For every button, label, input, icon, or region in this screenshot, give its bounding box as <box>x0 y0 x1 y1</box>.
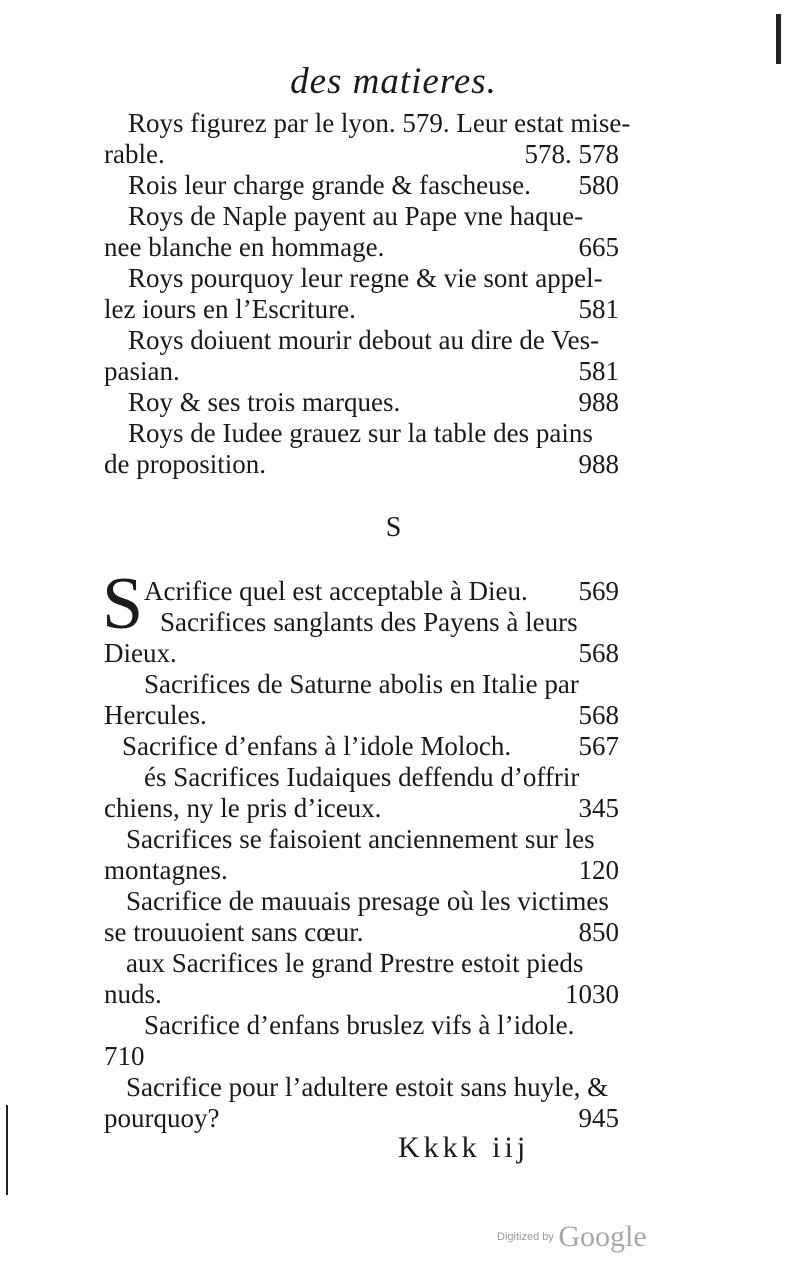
index-line <box>104 855 619 886</box>
index-line <box>104 700 619 731</box>
entry-text: Dieux. <box>104 638 177 668</box>
index-line <box>104 356 619 387</box>
index-line <box>104 793 619 824</box>
entry-page: 945 <box>578 1103 619 1133</box>
entry-page: 988 <box>578 387 619 417</box>
page-edge-mark-left <box>6 1105 8 1195</box>
watermark-prefix: Digitized by <box>497 1231 554 1243</box>
entry-page: 1030 <box>565 979 619 1009</box>
entry-text: Roys pourquoy leur regne & vie sont appel- <box>128 263 603 293</box>
index-line <box>104 576 619 607</box>
entry-text: Roys de Iudee grauez sur la table des pains <box>128 418 593 448</box>
entry-text: Sacrifice pour l’adultere estoit sans huyle, & <box>126 1072 609 1102</box>
index-line <box>104 170 619 201</box>
entry-text: rable. <box>104 139 165 169</box>
entry-page: 988 <box>578 449 619 479</box>
section-heading: S <box>385 512 402 543</box>
entry-text: chiens, ny le pris d’iceux. <box>104 793 382 823</box>
index-line <box>104 232 619 263</box>
entry-page: 569 <box>578 576 619 606</box>
entry-text: Roys figurez par le lyon. 579. Leur estat mise- <box>128 108 631 138</box>
index-line <box>104 325 619 356</box>
entry-text: aux Sacrifices le grand Prestre estoit pieds <box>126 948 584 978</box>
index-line <box>104 762 619 793</box>
index-line <box>104 418 619 449</box>
entry-text: lez iours en l’Escriture. <box>104 294 356 324</box>
entry-text: Hercules. <box>104 700 207 730</box>
entry-page: 581 <box>578 356 619 386</box>
index-line <box>104 731 619 762</box>
entry-text: és Sacrifices Iudaiques deffendu d’offrir <box>144 762 580 792</box>
entry-page: 665 <box>578 232 619 262</box>
entry-text: Roys de Naple payent au Pape vne haque- <box>128 201 584 231</box>
entry-page: 580 <box>578 170 619 200</box>
entry-page: 120 <box>578 855 619 885</box>
index-line <box>104 201 619 232</box>
index-line <box>104 917 619 948</box>
entry-text: Sacrifices se faisoient anciennement sur les <box>126 824 595 854</box>
digitized-watermark <box>497 1220 647 1254</box>
index-line <box>104 449 619 480</box>
index-line <box>104 824 619 855</box>
entry-text: montagnes. <box>104 855 228 885</box>
index-line <box>104 108 631 139</box>
page-edge-mark <box>776 14 781 64</box>
entry-text: Rois leur charge grande & fascheuse. <box>128 170 531 200</box>
entry-page: 568 <box>578 638 619 668</box>
entry-page: 850 <box>578 917 619 947</box>
entry-text: Sacrifices de Saturne abolis en Italie par <box>144 669 579 699</box>
entry-text: Roy & ses trois marques. <box>128 387 401 417</box>
signature-mark: Kkkk iij <box>398 1131 530 1164</box>
entry-page: 567 <box>578 731 619 761</box>
entry-page: 581 <box>578 294 619 324</box>
index-line <box>104 607 619 638</box>
index-line <box>104 263 619 294</box>
entry-page: 568 <box>578 700 619 730</box>
drop-capital: S <box>102 563 144 645</box>
entry-text: Sacrifice d’enfans bruslez vifs à l’idole. <box>144 1010 575 1040</box>
entry-text: de proposition. <box>104 449 266 479</box>
index-block-r <box>104 108 631 480</box>
index-line <box>104 1072 619 1103</box>
entry-text: se trouuoient sans cœur. <box>104 917 364 947</box>
entry-text: Sacrifice d’enfans à l’idole Moloch. <box>122 731 512 761</box>
index-line <box>104 294 619 325</box>
entry-text: nee blanche en hommage. <box>104 232 385 262</box>
index-block-s <box>104 576 619 1134</box>
entry-text: nuds. <box>104 979 162 1009</box>
entry-page: 345 <box>578 793 619 823</box>
google-logo: Google <box>558 1220 647 1253</box>
entry-text: Sacrifices sanglants des Payens à leurs <box>160 607 578 637</box>
index-line <box>104 387 619 418</box>
entry-text: Acrifice quel est acceptable à Dieu. <box>144 576 528 606</box>
index-line <box>104 669 619 700</box>
entry-text: Sacrifice de mauuais presage où les victimes <box>126 886 609 916</box>
index-line <box>104 139 619 170</box>
entry-text: pourquoy? <box>104 1103 220 1133</box>
index-line <box>104 638 619 669</box>
entry-page: 578. 578 <box>524 139 619 169</box>
index-line <box>104 886 619 917</box>
index-line <box>104 948 619 979</box>
entry-text: pasian. <box>104 356 180 386</box>
entry-text: 710 <box>104 1041 145 1071</box>
index-line <box>104 1103 619 1134</box>
index-line <box>104 1041 619 1072</box>
page-header: des matieres. <box>290 61 497 102</box>
index-line <box>104 1010 619 1041</box>
entry-text: Roys doiuent mourir debout au dire de Ves- <box>128 325 600 355</box>
index-line <box>104 979 619 1010</box>
